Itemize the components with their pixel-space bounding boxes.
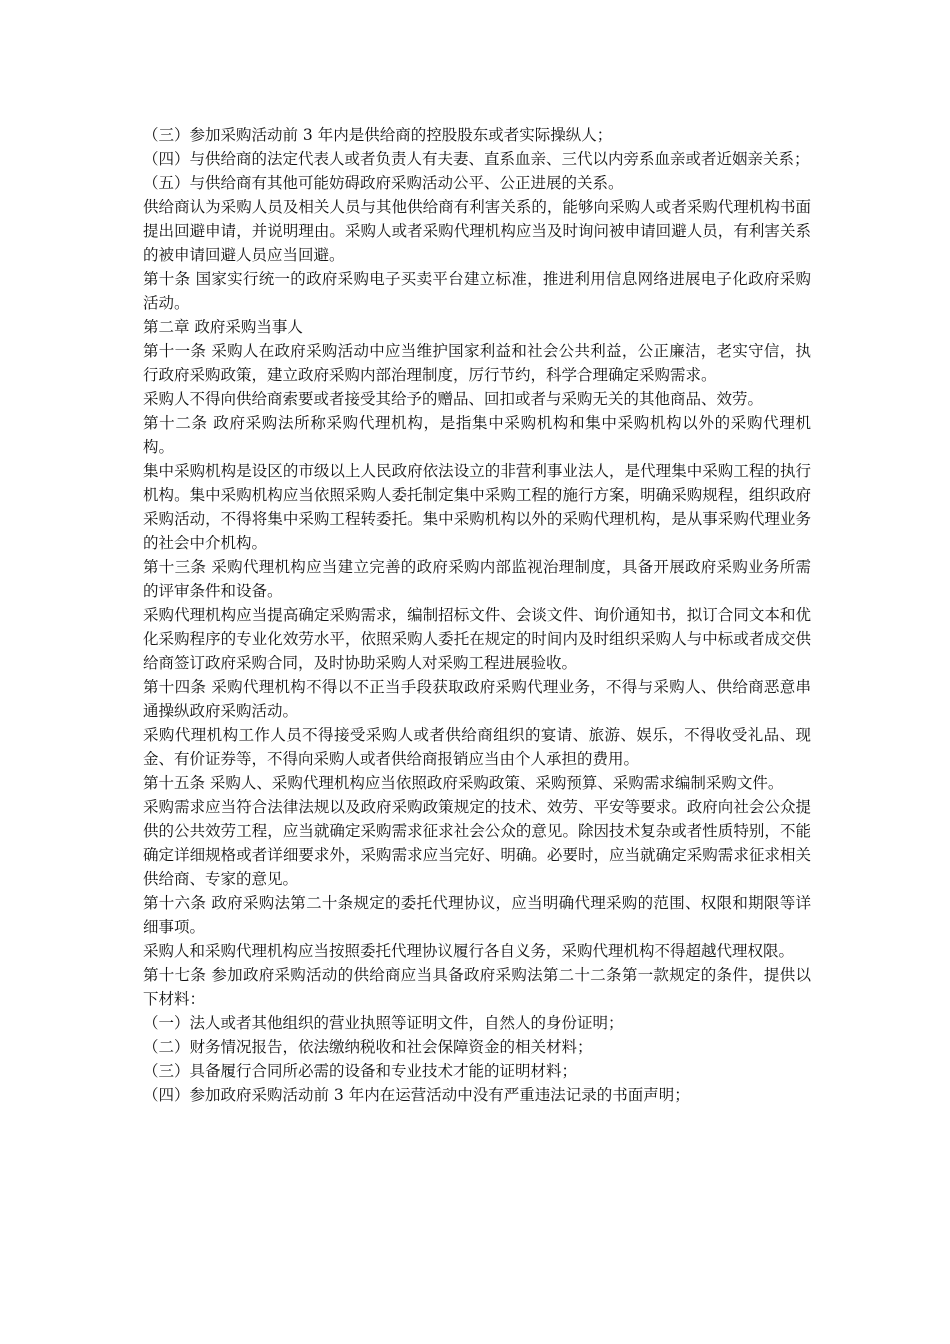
paragraph-article-12: 第十二条 政府采购法所称采购代理机构，是指集中采购机构和集中采购机构以外的采购代理机构。 xyxy=(143,414,811,456)
paragraph-article-15-clause-2: 采购需求应当符合法律法规以及政府采购政策规定的技术、效劳、平安等要求。政府向社会公众提供的公共效劳工程，应当就确定采购需求征求社会公众的意见。除因技术复杂或者性质特别，不能确定详细规格或者详细要求外，采购需求应当完好、明确。必要时，应当就确定采购需求征求相关供给商、专家的意见。 xyxy=(143,798,811,888)
paragraph-list-item-3: （三）具备履行合同所必需的设备和专业技术才能的证明材料； xyxy=(143,1062,578,1080)
paragraph-article-12-clause-2: 集中采购机构是设区的市级以上人民政府依法设立的非营利事业法人，是代理集中采购工程的执行机构。集中采购机构应当依照采购人委托制定集中采购工程的施行方案，明确采购规程，组织政府采购活动，不得将集中采购工程转委托。集中采购机构以外的采购代理机构，是从事采购代理业务的社会中介机构。 xyxy=(143,462,811,552)
paragraph-recusal-application: 供给商认为采购人员及相关人员与其他供给商有利害关系的，能够向采购人或者采购代理机构书面提出回避申请，并说明理由。采购人或者采购代理机构应当及时询问被申请回避人员，有利害关系的被申请回避人员应当回避。 xyxy=(143,198,811,264)
paragraph-list-item-1: （一）法人或者其他组织的营业执照等证明文件，自然人的身份证明； xyxy=(143,1014,624,1032)
paragraph-article-10: 第十条 国家实行统一的政府采购电子买卖平台建立标准，推进利用信息网络进展电子化政府采购活动。 xyxy=(143,270,811,312)
paragraph-article-14: 第十四条 采购代理机构不得以不正当手段获取政府采购代理业务，不得与采购人、供给商恶意串通操纵政府采购活动。 xyxy=(143,678,811,720)
paragraph-article-16: 第十六条 政府采购法第二十条规定的委托代理协议，应当明确代理采购的范围、权限和期限等详细事项。 xyxy=(143,894,811,936)
paragraph-list-item-4: （四）参加政府采购活动前 3 年内在运营活动中没有严重违法记录的书面声明； xyxy=(143,1086,690,1104)
paragraph-article-13: 第十三条 采购代理机构应当建立完善的政府采购内部监视治理制度，具备开展政府采购业务所需的评审条件和设备。 xyxy=(143,558,811,600)
paragraph-item-4: （四）与供给商的法定代表人或者负责人有夫妻、直系血亲、三代以内旁系血亲或者近姻亲关系； xyxy=(143,150,810,168)
document-page xyxy=(143,123,811,1107)
paragraph-article-15: 第十五条 采购人、采购代理机构应当依照政府采购政策、采购预算、采购需求编制采购文件。 xyxy=(143,774,784,792)
paragraph-article-16-clause-2: 采购人和采购代理机构应当按照委托代理协议履行各自义务，采购代理机构不得超越代理权限。 xyxy=(143,942,795,960)
paragraph-item-3: （三）参加采购活动前 3 年内是供给商的控股股东或者实际操纵人； xyxy=(143,126,613,144)
chapter-heading: 第二章 政府采购当事人 xyxy=(143,318,303,336)
paragraph-article-11-clause-2: 采购人不得向供给商索要或者接受其给予的赠品、回扣或者与采购无关的其他商品、效劳。 xyxy=(143,390,764,408)
paragraph-list-item-2: （二）财务情况报告，依法缴纳税收和社会保障资金的相关材料； xyxy=(143,1038,593,1056)
paragraph-article-14-clause-2: 采购代理机构工作人员不得接受采购人或者供给商组织的宴请、旅游、娱乐，不得收受礼品、现金、有价证券等，不得向采购人或者供给商报销应当由个人承担的费用。 xyxy=(143,726,811,768)
paragraph-item-5: （五）与供给商有其他可能妨碍政府采购活动公平、公正进展的关系。 xyxy=(143,174,624,192)
paragraph-article-17: 第十七条 参加政府采购活动的供给商应当具备政府采购法第二十二条第一款规定的条件，提供以下材料： xyxy=(143,966,811,1008)
paragraph-article-13-clause-2: 采购代理机构应当提高确定采购需求，编制招标文件、会谈文件、询价通知书，拟订合同文本和优化采购程序的专业化效劳水平，依照采购人委托在规定的时间内及时组织采购人与中标或者成交供给商签订政府采购合同，及时协助采购人对采购工程进展验收。 xyxy=(143,606,811,672)
paragraph-article-11: 第十一条 采购人在政府采购活动中应当维护国家利益和社会公共利益，公正廉洁，老实守信，执行政府采购政策，建立政府采购内部治理制度，厉行节约，科学合理确定采购需求。 xyxy=(143,342,811,384)
